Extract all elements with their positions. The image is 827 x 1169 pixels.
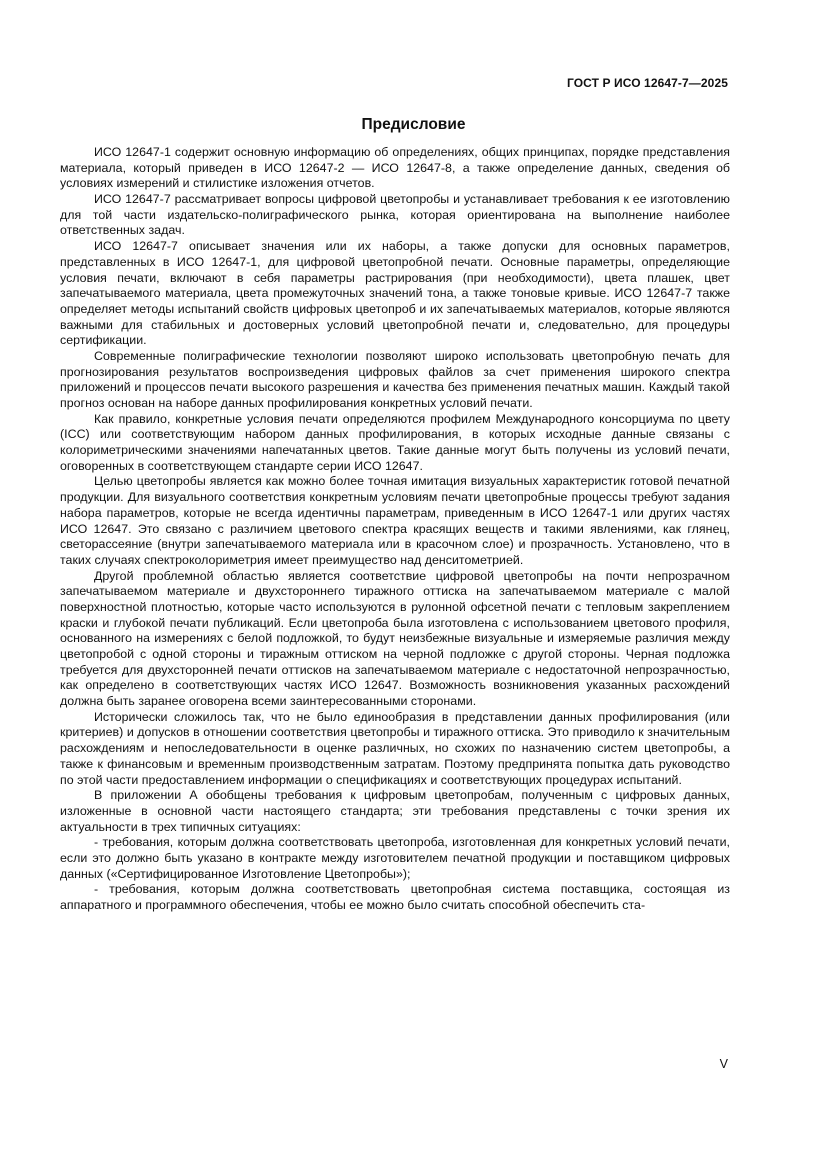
paragraph: Целью цветопробы является как можно более точная имитация визуальных характеристик готовой печатной продукции. Для визуального соответствия конкретным условиям печати цветопробные процессы требуют задания набора параметров, которые не всегда идентичны параметрам, приведенным в ИСО 12647-1 или других частях ИСО 12647. Это связано с различием цветового спектра красящих веществ и такими явлениями, как глянец, светорассеяние (внутри запечатываемого материала или в красочном слое) и прозрачность. Установлено, что в таких случаях спектроколориметрия имеет преимущество над денситометрией. (60, 474, 730, 567)
paragraph: Другой проблемной областью является соответствие цифровой цветопробы на почти непрозрачном запечатываемом материале и двухстороннего тиражного оттиска на запечатываемом материале с малой поверхностной плотностью, которые часто используются в рулонной офсетной печати с тепловым закреплением краски и глубокой печати публикаций. Если цветопроба была изготовлена с использованием цветового профиля, основанного на измерениях с белой подложкой, то будут неизбежные визуальные и измеряемые различия между цветопробой с одной стороны и тиражным оттиском на черной подложке с другой стороны. Черная подложка требуется для двухсторонней печати оттисков на запечатываемом материале с недостаточной непрозрачностью, как определено в соответствующих частях ИСО 12647. Возможность возникновения указанных расхождений должна быть заранее оговорена всеми заинтересованными сторонами. (60, 568, 730, 709)
paragraph: ИСО 12647-1 содержит основную информацию об определениях, общих принципах, порядке представления материала, который приведен в ИСО 12647-2 — ИСО 12647-8, а также определение данных, сведения об условиях измерений и стилистике изложения отчетов. (60, 145, 730, 191)
standard-code-header: ГОСТ Р ИСО 12647-7—2025 (566, 76, 728, 90)
foreword-body (60, 145, 730, 914)
paragraph: ИСО 12647-7 описывает значения или их наборы, а также допуски для основных параметров, представленных в ИСО 12647-1, для цифровой цветопробной печати. Основные параметры, определяющие условия печати, включают в себя параметры растрирования (при необходимости), цвета плашек, цвет запечатываемого материала, цвета промежуточных значений тона, а также тоновые кривые. ИСО 12647-7 также определяет методы испытаний свойств цифровых цветопроб и их запечатываемых материалов, которые являются важными для стабильных и достоверных условий цветопробной печати и, следовательно, для процедуры сертификации. (60, 239, 730, 348)
page-number: V (719, 1057, 728, 1071)
page-title: Предисловие (361, 116, 466, 133)
list-item: - требования, которым должна соответствовать цветопробная система поставщика, состоящая из аппаратного и программного обеспечения, чтобы ее можно было считать способной обеспечить ста- (60, 882, 730, 912)
paragraph: В приложении А обобщены требования к цифровым цветопробам, полученным с цифровых данных, изложенные в основной части настоящего стандарта; эти требования представлены с точки зрения их актуальности в трех типичных ситуациях: (60, 788, 730, 834)
paragraph: ИСО 12647-7 рассматривает вопросы цифровой цветопробы и устанавливает требования к ее изготовлению для той части издательско-полиграфического рынка, которая ориентирована на выполнение наиболее ответственных задач. (60, 192, 730, 238)
paragraph: Исторически сложилось так, что не было единообразия в представлении данных профилирования (или критериев) и допусков в отношении соответствия цветопробы и тиражного оттиска. Это приводило к значительным расхождениям и непоследовательности в оценке различных, но схожих по назначению систем цветопробы, а также к финансовым и временным производственным затратам. Поэтому предпринята попытка дать руководство по этой части предоставлением информации о спецификациях и соответствующих процедурах испытаний. (60, 709, 730, 787)
list-item: - требования, которым должна соответствовать цветопроба, изготовленная для конкретных условий печати, если это должно быть указано в контракте между изготовителем печатной продукции и поставщиком цифровых данных («Сертифицированное Изготовление Цветопробы»); (60, 835, 730, 881)
paragraph: Как правило, конкретные условия печати определяются профилем Международного консорциума по цвету (ICC) или соответствующим набором данных профилирования, в которых исходные данные связаны с колориметрическими значениями напечатанных цветов. Такие данные могут быть получены из условий печати, оговоренных в соответствующем стандарте серии ИСО 12647. (60, 411, 730, 473)
paragraph: Современные полиграфические технологии позволяют широко использовать цветопробную печать для прогнозирования результатов воспроизведения цифровых файлов за счет применения широкого спектра приложений и процессов печати высокого разрешения и качества без применения печатных машин. Каждый такой прогноз основан на наборе данных профилирования конкретных условий печати. (60, 348, 730, 410)
